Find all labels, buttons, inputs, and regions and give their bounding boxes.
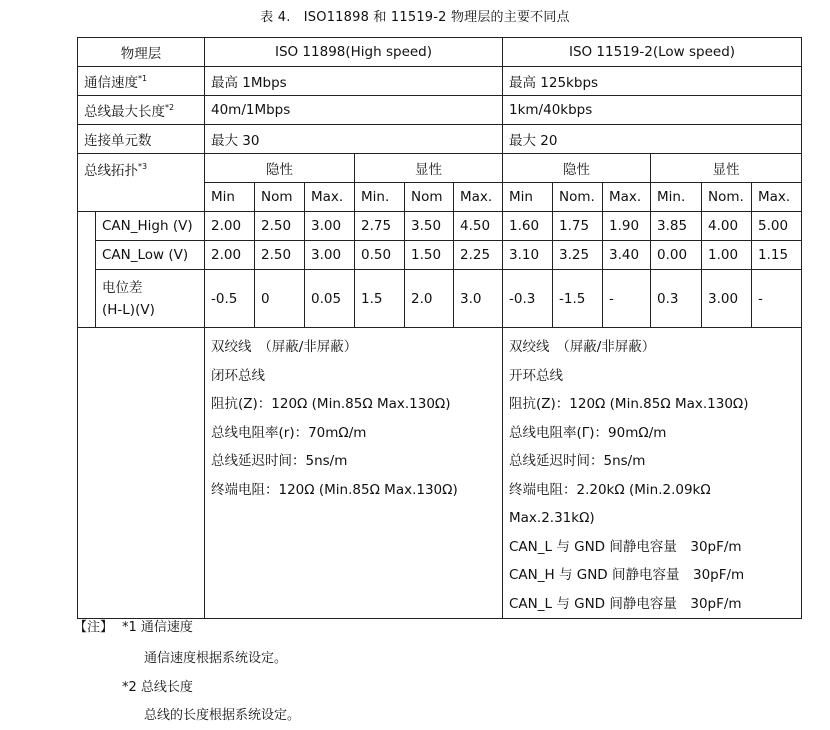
feature-line: Max.2.31kΩ) <box>509 510 595 526</box>
can-high-value: 4.50 <box>454 212 503 241</box>
subheader-max: Max. <box>305 183 355 212</box>
feature-line: 双绞线 （屏蔽/非屏蔽） <box>211 339 358 355</box>
row-features <box>78 328 802 619</box>
iso11519-features <box>503 328 802 619</box>
table-header-row <box>78 38 802 67</box>
diff-value: 3.0 <box>454 270 503 328</box>
can-low-value: 2.00 <box>205 241 255 270</box>
length-label: 总线最大长度$^{*2}$ <box>78 96 205 125</box>
feature-line: 终端电阻：2.20kΩ (Min.2.09kΩ <box>509 481 711 498</box>
can-low-value: 1.00 <box>702 241 752 270</box>
note1-title: *1 通信速度 <box>122 620 193 635</box>
units-label: 连接单元数 <box>78 125 205 154</box>
row-topology-header <box>78 154 802 183</box>
diff-value: -0.3 <box>503 270 553 328</box>
speed-label: 通信速度$^{*1}$ <box>78 67 205 96</box>
iso11898-dominant-header: 显性 <box>355 154 503 183</box>
indent-cell <box>78 270 96 328</box>
diff-value: - <box>603 270 651 328</box>
can-low-label: CAN_Low (V) <box>96 241 205 270</box>
subheader-min: Min <box>205 183 255 212</box>
can-high-value: 1.60 <box>503 212 553 241</box>
feature-line: 总线延迟时间：5ns/m <box>509 453 646 469</box>
indent-cell <box>78 212 96 241</box>
topology-label: 总线拓扑$^{*3}$ <box>78 154 205 212</box>
row-can-low <box>78 241 802 270</box>
units-iso11898: 最大 30 <box>205 125 503 154</box>
can-high-value: 3.00 <box>305 212 355 241</box>
feature-line: 开环总线 <box>509 367 563 384</box>
iso11519-recessive-header: 隐性 <box>503 154 651 183</box>
can-high-value: 3.85 <box>651 212 702 241</box>
can-high-value: 2.00 <box>205 212 255 241</box>
feature-line: 闭环总线 <box>211 367 265 384</box>
notes-prefix: 【注】 <box>74 620 114 635</box>
subheader-max: Max. <box>603 183 651 212</box>
diff-value: - <box>752 270 802 328</box>
can-low-value: 3.40 <box>603 241 651 270</box>
row-units <box>78 125 802 154</box>
units-iso11519: 最大 20 <box>503 125 802 154</box>
diff-value: 3.00 <box>702 270 752 328</box>
table-caption: 表 4. ISO11898 和 11519-2 物理层的主要不同点 <box>260 10 570 25</box>
iso11519-dominant-header: 显性 <box>651 154 802 183</box>
diff-value: 0.05 <box>305 270 355 328</box>
feature-line: CAN_H 与 GND 间静电容量 30pF/m <box>509 567 745 583</box>
can-low-value: 1.15 <box>752 241 802 270</box>
subheader-min: Min. <box>651 183 702 212</box>
feature-line: 总线电阻率(Γ)：90mΩ/m <box>509 424 667 441</box>
row-diff <box>78 270 802 328</box>
diff-value: -0.5 <box>205 270 255 328</box>
row-length <box>78 96 802 125</box>
subheader-min: Min <box>503 183 553 212</box>
length-iso11898: 40m/1Mbps <box>205 96 503 125</box>
diff-value: 2.0 <box>405 270 454 328</box>
diff-value: 0.3 <box>651 270 702 328</box>
can-low-value: 2.50 <box>255 241 305 270</box>
can-high-value: 5.00 <box>752 212 802 241</box>
subheader-nom: Nom. <box>553 183 603 212</box>
can-high-value: 3.50 <box>405 212 454 241</box>
feature-line: 阻抗(Z)：120Ω (Min.85Ω Max.130Ω) <box>211 396 451 412</box>
iso11898-recessive-header: 隐性 <box>205 154 355 183</box>
features-label-empty <box>78 328 205 619</box>
can-high-value: 2.50 <box>255 212 305 241</box>
diff-label: 电位差 (H-L)(V) <box>96 270 205 328</box>
can-low-value: 1.50 <box>405 241 454 270</box>
diff-value: -1.5 <box>553 270 603 328</box>
note2-text: 总线的长度根据系统设定。 <box>144 708 301 723</box>
can-low-value: 2.25 <box>454 241 503 270</box>
feature-line: 阻抗(Z)：120Ω (Min.85Ω Max.130Ω) <box>509 396 749 412</box>
can-high-label: CAN_High (V) <box>96 212 205 241</box>
can-low-value: 0.50 <box>355 241 405 270</box>
header-physical-layer: 物理层 <box>78 38 205 67</box>
feature-line: 总线延迟时间：5ns/m <box>211 453 348 469</box>
diff-value: 1.5 <box>355 270 405 328</box>
diff-value: 0 <box>255 270 305 328</box>
can-high-value: 2.75 <box>355 212 405 241</box>
can-high-value: 1.75 <box>553 212 603 241</box>
can-low-value: 3.25 <box>553 241 603 270</box>
subheader-min: Min. <box>355 183 405 212</box>
speed-iso11519: 最高 125kbps <box>503 67 802 96</box>
subheader-nom: Nom. <box>702 183 752 212</box>
can-low-value: 0.00 <box>651 241 702 270</box>
feature-line: 双绞线 （屏蔽/非屏蔽） <box>509 339 656 355</box>
indent-cell <box>78 241 96 270</box>
can-high-value: 4.00 <box>702 212 752 241</box>
can-low-value: 3.00 <box>305 241 355 270</box>
subheader-max: Max. <box>752 183 802 212</box>
physical-layer-comparison-table <box>77 37 802 619</box>
feature-line: 总线电阻率(r)：70mΩ/m <box>211 424 367 441</box>
can-high-value: 1.90 <box>603 212 651 241</box>
feature-line: CAN_L 与 GND 间静电容量 30pF/m <box>509 538 742 555</box>
header-iso11898: ISO 11898(High speed) <box>205 38 503 67</box>
note1-text: 通信速度根据系统设定。 <box>144 651 288 666</box>
row-speed <box>78 67 802 96</box>
feature-line: 终端电阻：120Ω (Min.85Ω Max.130Ω) <box>211 481 458 498</box>
can-low-value: 3.10 <box>503 241 553 270</box>
subheader-nom: Nom <box>255 183 305 212</box>
header-iso11519: ISO 11519-2(Low speed) <box>503 38 802 67</box>
note2-title: *2 总线长度 <box>122 680 193 695</box>
row-can-high <box>78 212 802 241</box>
iso11898-features <box>205 328 503 619</box>
subheader-max: Max. <box>454 183 503 212</box>
feature-line: CAN_L 与 GND 间静电容量 30pF/m <box>509 595 742 612</box>
subheader-nom: Nom <box>405 183 454 212</box>
speed-iso11898: 最高 1Mbps <box>205 67 503 96</box>
length-iso11519: 1km/40kbps <box>503 96 802 125</box>
